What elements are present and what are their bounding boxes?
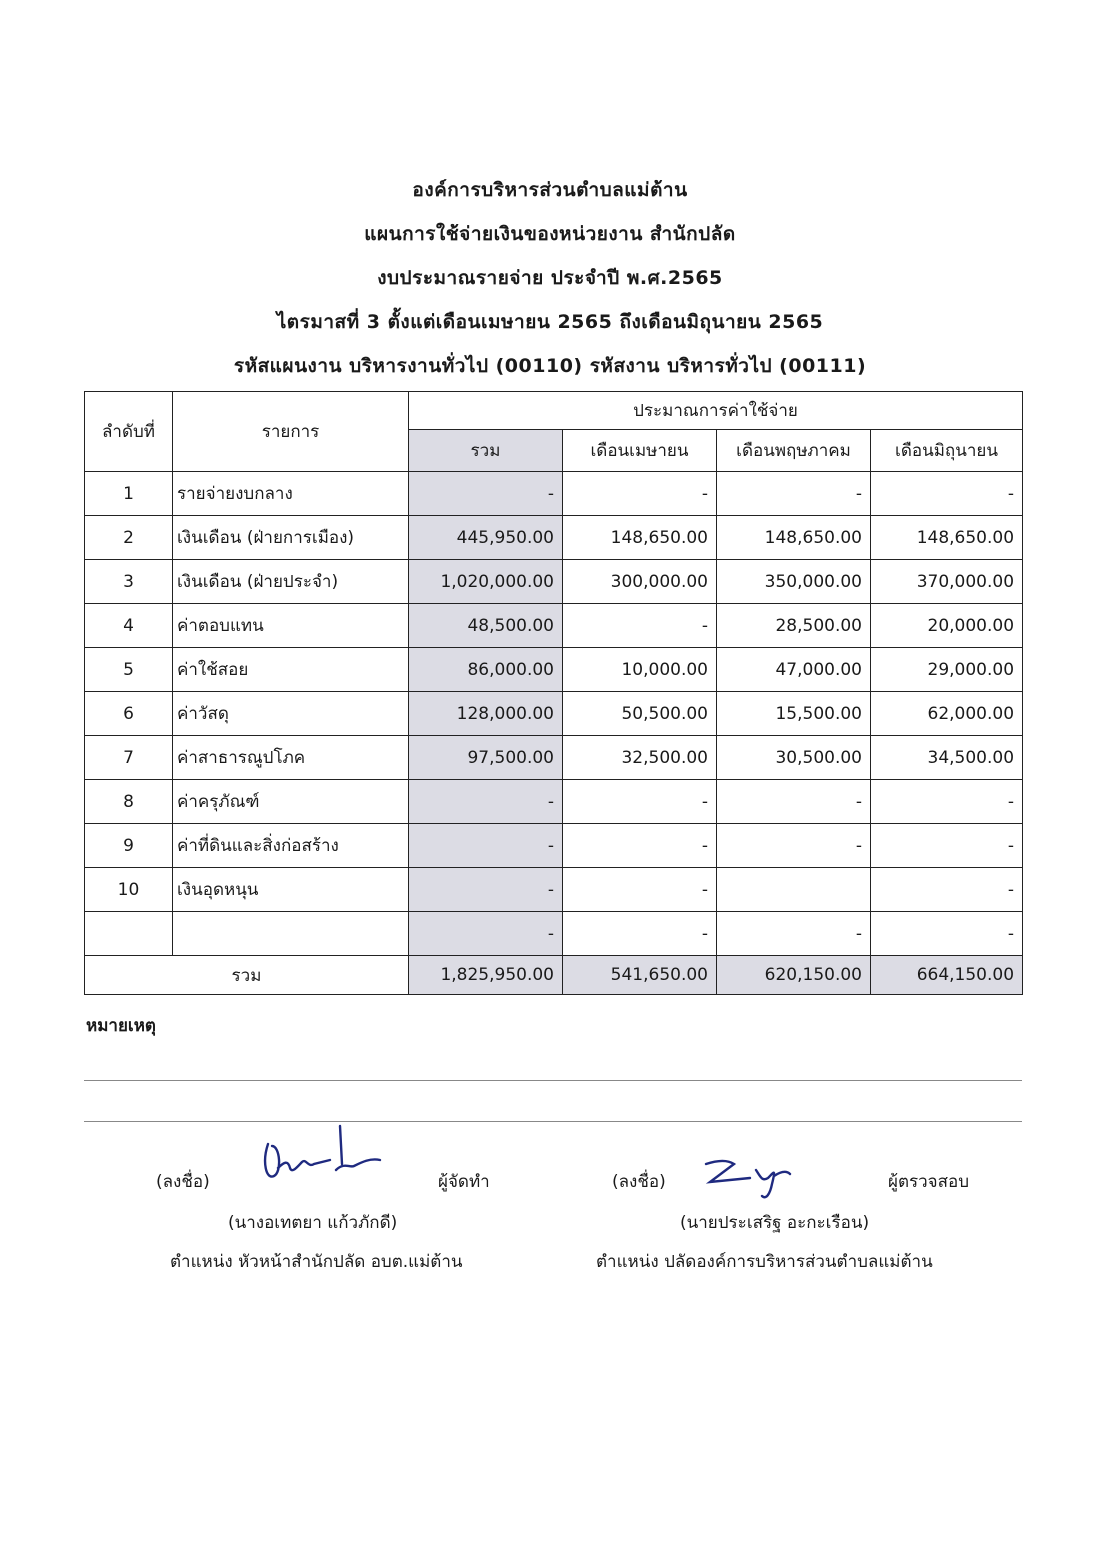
table-row [85, 780, 1023, 824]
total-label: รวม [85, 956, 409, 995]
row-april: 148,650.00 [563, 516, 717, 560]
preparer-name: (นางอเทตยา แก้วภักดี) [228, 1213, 398, 1233]
row-april: - [563, 912, 717, 956]
preparer-signature [258, 1122, 386, 1192]
row-number: 7 [85, 736, 173, 780]
row-may: 148,650.00 [717, 516, 871, 560]
row-june: 370,000.00 [871, 560, 1023, 604]
row-item: เงินเดือน (ฝ่ายประจำ) [173, 560, 409, 604]
org-name: องค์การบริหารส่วนตำบลแม่ต้าน [412, 179, 688, 201]
row-may: - [717, 472, 871, 516]
table-row [85, 824, 1023, 868]
reviewer-sign-label: (ลงชื่อ) [612, 1172, 666, 1192]
row-april: 32,500.00 [563, 736, 717, 780]
table-row [85, 516, 1023, 560]
plan-codes: รหัสแผนงาน บริหารงานทั่วไป (00110) รหัสงาน บริหารทั่วไป (00111) [233, 355, 867, 377]
row-total: 97,500.00 [409, 736, 563, 780]
remarks-label: หมายเหตุ [86, 1016, 156, 1036]
row-number: 10 [85, 868, 173, 912]
row-april: - [563, 472, 717, 516]
row-may: - [717, 912, 871, 956]
header-item: รายการ [173, 392, 409, 472]
row-total: - [409, 868, 563, 912]
preparer-role: ผู้จัดทำ [438, 1172, 490, 1192]
row-june: - [871, 868, 1023, 912]
row-total: 1,020,000.00 [409, 560, 563, 604]
row-april: - [563, 868, 717, 912]
row-may: 28,500.00 [717, 604, 871, 648]
preparer-position: ตำแหน่ง หัวหน้าสำนักปลัด อบต.แม่ต้าน [170, 1252, 463, 1272]
row-may: - [717, 780, 871, 824]
reviewer-name: (นายประเสริฐ อะกะเรือน) [680, 1213, 870, 1233]
row-number: 9 [85, 824, 173, 868]
may-total: 620,150.00 [717, 956, 871, 995]
preparer-sign-label: (ลงชื่อ) [156, 1172, 210, 1192]
row-item: ค่าใช้สอย [173, 648, 409, 692]
row-june: - [871, 824, 1023, 868]
reviewer-position: ตำแหน่ง ปลัดองค์การบริหารส่วนตำบลแม่ต้าน [596, 1252, 933, 1272]
april-total: 541,650.00 [563, 956, 717, 995]
row-may [717, 868, 871, 912]
row-june: 148,650.00 [871, 516, 1023, 560]
total-row [85, 956, 1023, 995]
row-april: - [563, 824, 717, 868]
row-item: ค่าวัสดุ [173, 692, 409, 736]
row-item: รายจ่ายงบกลาง [173, 472, 409, 516]
row-june: 29,000.00 [871, 648, 1023, 692]
header-total: รวม [409, 430, 563, 472]
row-june: - [871, 780, 1023, 824]
row-april: - [563, 780, 717, 824]
row-may: 30,500.00 [717, 736, 871, 780]
row-number: 1 [85, 472, 173, 516]
row-item: ค่าสาธารณูปโภค [173, 736, 409, 780]
table-row [85, 912, 1023, 956]
table-row [85, 472, 1023, 516]
row-total: 86,000.00 [409, 648, 563, 692]
document-header [0, 168, 1100, 388]
row-total: - [409, 912, 563, 956]
table-row [85, 736, 1023, 780]
row-total: - [409, 472, 563, 516]
table-row [85, 648, 1023, 692]
table-body [85, 472, 1023, 956]
table-row [85, 868, 1023, 912]
row-april: 300,000.00 [563, 560, 717, 604]
row-may: 15,500.00 [717, 692, 871, 736]
header-no: ลำดับที่ [85, 392, 173, 472]
remarks-line-1 [84, 1080, 1022, 1081]
row-item: ค่าที่ดินและสิ่งก่อสร้าง [173, 824, 409, 868]
quarter-range: ไตรมาสที่ 3 ตั้งแต่เดือนเมษายน 2565 ถึงเดือนมิถุนายน 2565 [276, 311, 824, 333]
row-number: 5 [85, 648, 173, 692]
reviewer-role: ผู้ตรวจสอบ [888, 1172, 970, 1192]
row-number: 2 [85, 516, 173, 560]
table-row [85, 560, 1023, 604]
row-june: 62,000.00 [871, 692, 1023, 736]
row-total: - [409, 824, 563, 868]
row-number [85, 912, 173, 956]
row-item: เงินเดือน (ฝ่ายการเมือง) [173, 516, 409, 560]
row-may: 350,000.00 [717, 560, 871, 604]
june-total: 664,150.00 [871, 956, 1023, 995]
header-may: เดือนพฤษภาคม [717, 430, 871, 472]
row-june: 34,500.00 [871, 736, 1023, 780]
row-number: 4 [85, 604, 173, 648]
row-total: 48,500.00 [409, 604, 563, 648]
row-item [173, 912, 409, 956]
row-june: - [871, 472, 1023, 516]
budget-year: งบประมาณรายจ่าย ประจำปี พ.ศ.2565 [377, 267, 723, 289]
row-number: 8 [85, 780, 173, 824]
row-item: ค่าตอบแทน [173, 604, 409, 648]
remarks-line-2 [84, 1121, 1022, 1122]
header-estimate: ประมาณการค่าใช้จ่าย [409, 392, 1023, 430]
row-april: 50,500.00 [563, 692, 717, 736]
budget-table [84, 391, 1023, 995]
row-number: 3 [85, 560, 173, 604]
header-april: เดือนเมษายน [563, 430, 717, 472]
row-june: - [871, 912, 1023, 956]
row-total: - [409, 780, 563, 824]
reviewer-signature [700, 1152, 796, 1206]
plan-title: แผนการใช้จ่ายเงินของหน่วยงาน สำนักปลัด [364, 223, 736, 245]
row-total: 128,000.00 [409, 692, 563, 736]
row-item: เงินอุดหนุน [173, 868, 409, 912]
row-number: 6 [85, 692, 173, 736]
table-row [85, 604, 1023, 648]
row-item: ค่าครุภัณฑ์ [173, 780, 409, 824]
row-june: 20,000.00 [871, 604, 1023, 648]
table-row [85, 692, 1023, 736]
row-april: 10,000.00 [563, 648, 717, 692]
header-june: เดือนมิถุนายน [871, 430, 1023, 472]
row-may: 47,000.00 [717, 648, 871, 692]
row-total: 445,950.00 [409, 516, 563, 560]
grand-total: 1,825,950.00 [409, 956, 563, 995]
row-may: - [717, 824, 871, 868]
row-april: - [563, 604, 717, 648]
